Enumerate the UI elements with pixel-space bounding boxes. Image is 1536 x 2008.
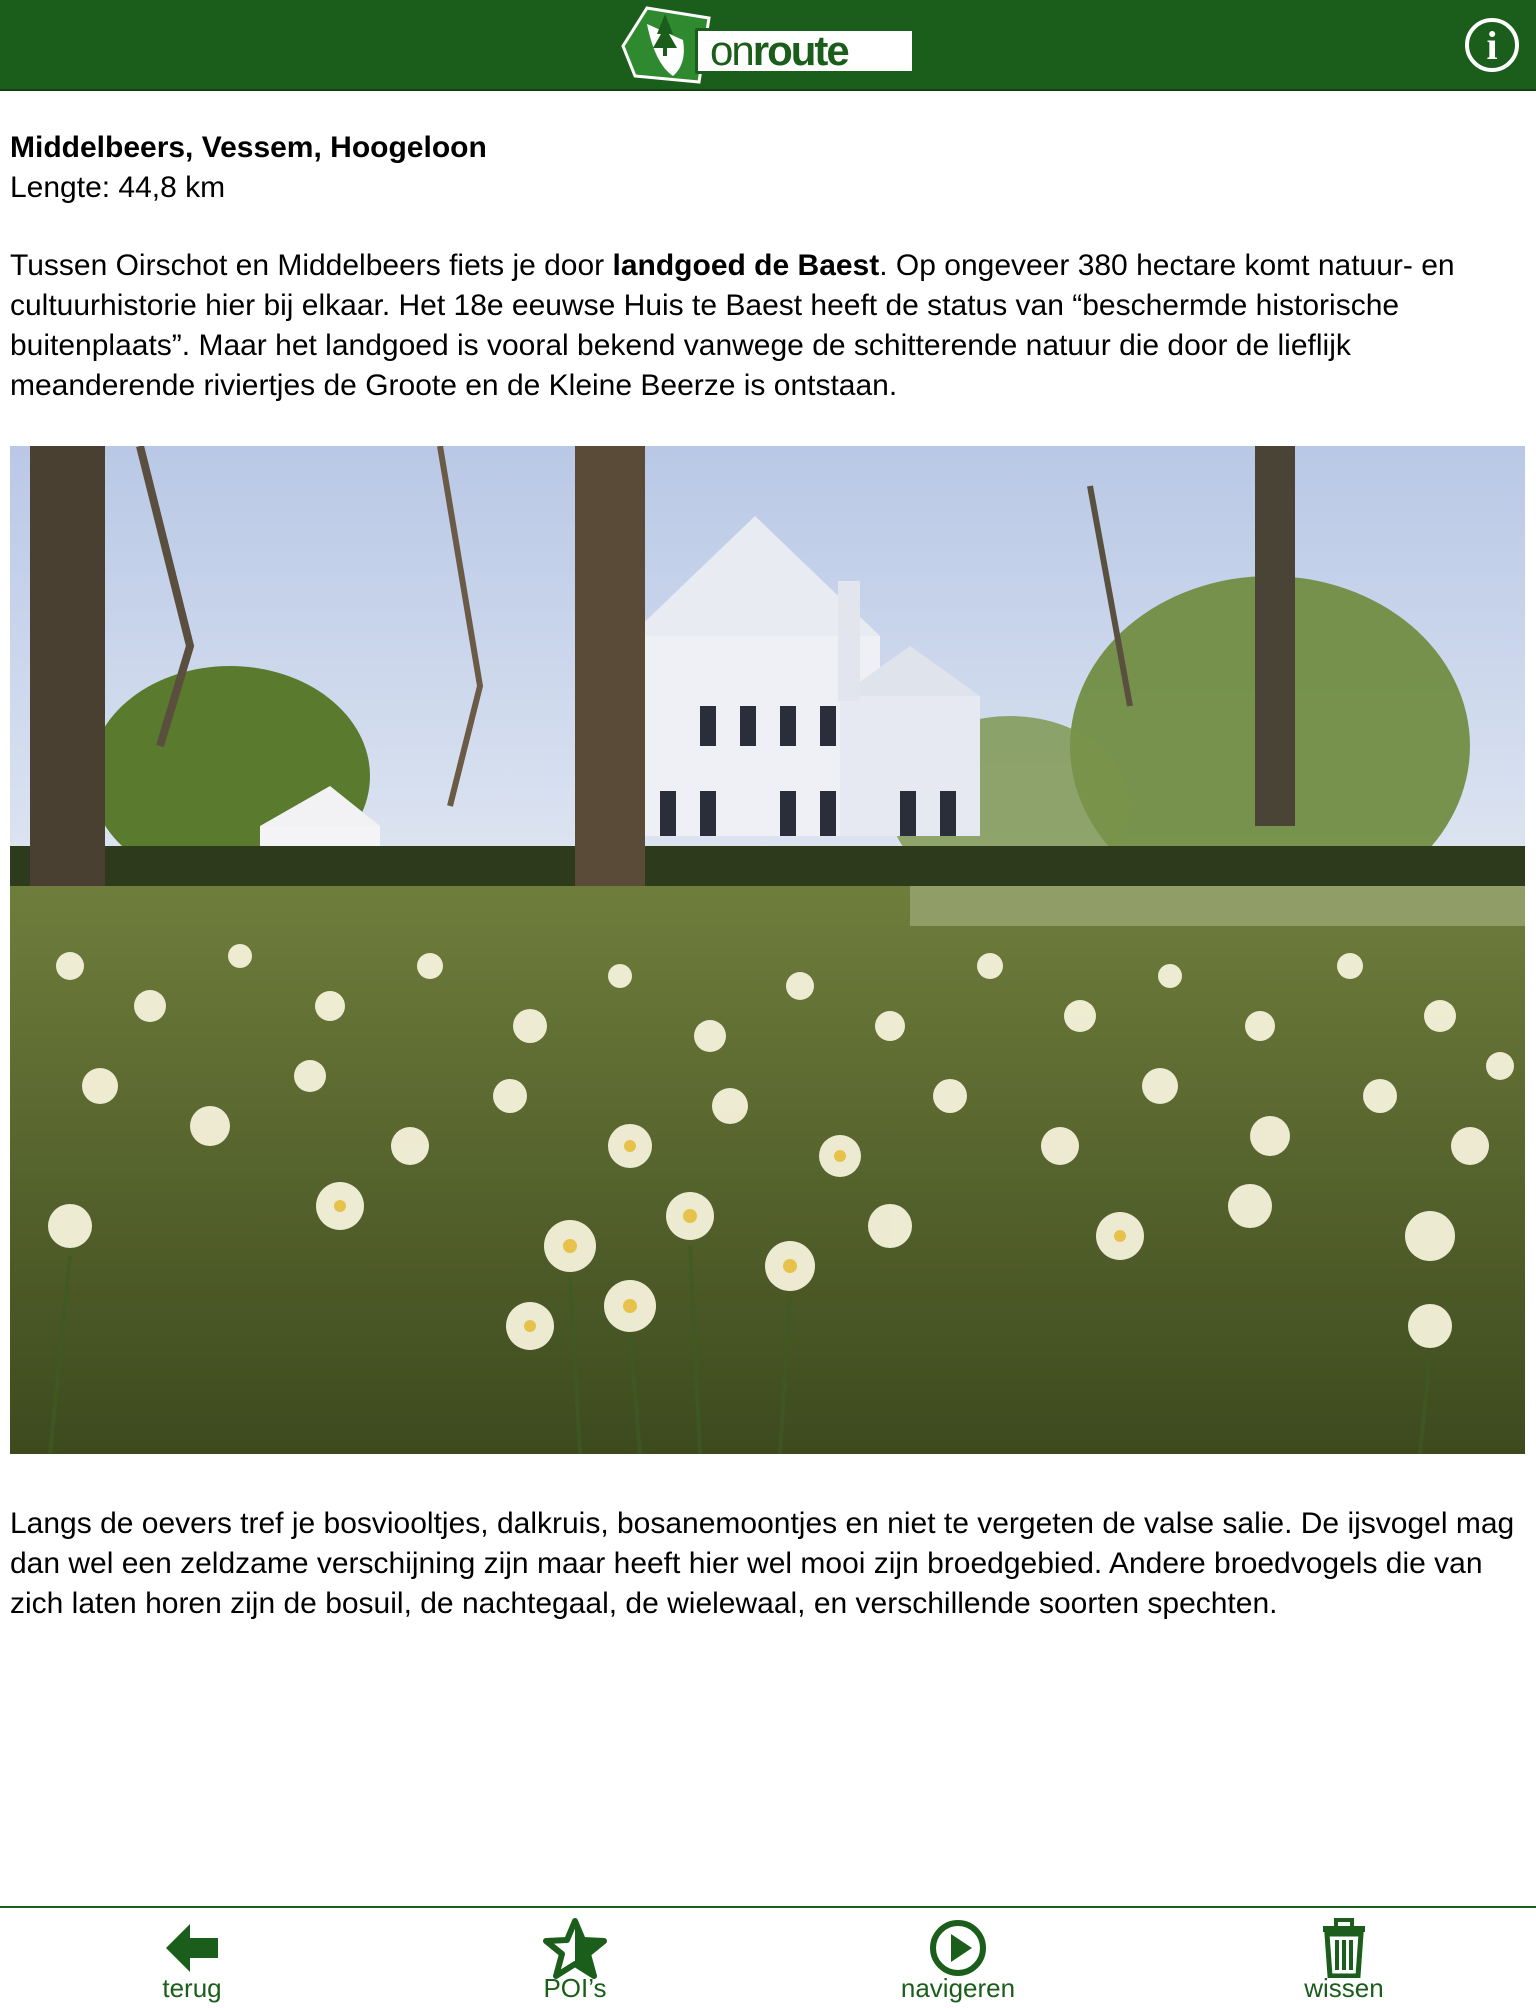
arrow-left-icon (162, 1918, 222, 1978)
logo-text-route: route (752, 27, 848, 74)
info-icon: i (1486, 22, 1498, 68)
route-body: Langs de oevers tref je bosviooltjes, dalkruis, bosanemoontjes en niet te vergeten de valse salie. De ijsvogel mag dan wel een zeldzame verschijning zijn maar heeft hier wel mooi zijn broedgebied. Andere broedvogels die van zich laten horen zijn de bosuil, de nachtegaal, de wielewaal, en verschillende soorten spechten. (10, 1507, 1515, 1620)
tab-pois[interactable] (485, 1908, 665, 2008)
estate-photo-illustration (10, 446, 1525, 1454)
intro-highlight: landgoed de Baest (612, 249, 880, 282)
intro-text-end: . Op ongeveer 380 hectare komt natuur- en cultuurhistorie hier bij elkaar. Het 18e eeuwse Huis te Baest heeft de status van “beschermde historische buitenplaats”. Maar het landgoed is vooral bekend vanwege de schitterende natuur die door de lieflijk meanderende riviertjes de Groote en de Kleine Beerze is ontstaan. (10, 249, 1455, 402)
tab-wissen-label: wissen (1304, 1973, 1384, 2003)
tab-navigeren[interactable] (868, 1908, 1048, 2008)
intro-text-start: Tussen Oirschot en Middelbeers fiets je door (10, 249, 613, 282)
route-title: Middelbeers, Vessem, Hoogeloon (10, 131, 487, 164)
route-length: Lengte: 44,8 km (10, 171, 226, 204)
tab-terug[interactable] (102, 1908, 282, 2008)
play-circle-icon (928, 1918, 988, 1978)
bottom-toolbar (0, 1906, 1536, 2008)
logo-wordmark (695, 28, 915, 74)
tab-terug-label: terug (162, 1973, 222, 2003)
trash-icon (1319, 1918, 1369, 1978)
tab-wissen[interactable] (1254, 1908, 1434, 2008)
route-header (10, 128, 1525, 208)
estate-photo (10, 446, 1525, 1454)
route-intro (10, 246, 1525, 406)
info-button[interactable] (1465, 18, 1519, 72)
tab-navigeren-label: navigeren (900, 1973, 1016, 2003)
tab-pois-label: POI’s (543, 1973, 607, 2003)
onroute-logo (617, 4, 923, 84)
star-icon (543, 1918, 607, 1980)
logo-text-on: on (710, 27, 753, 74)
app-header (0, 0, 1536, 91)
